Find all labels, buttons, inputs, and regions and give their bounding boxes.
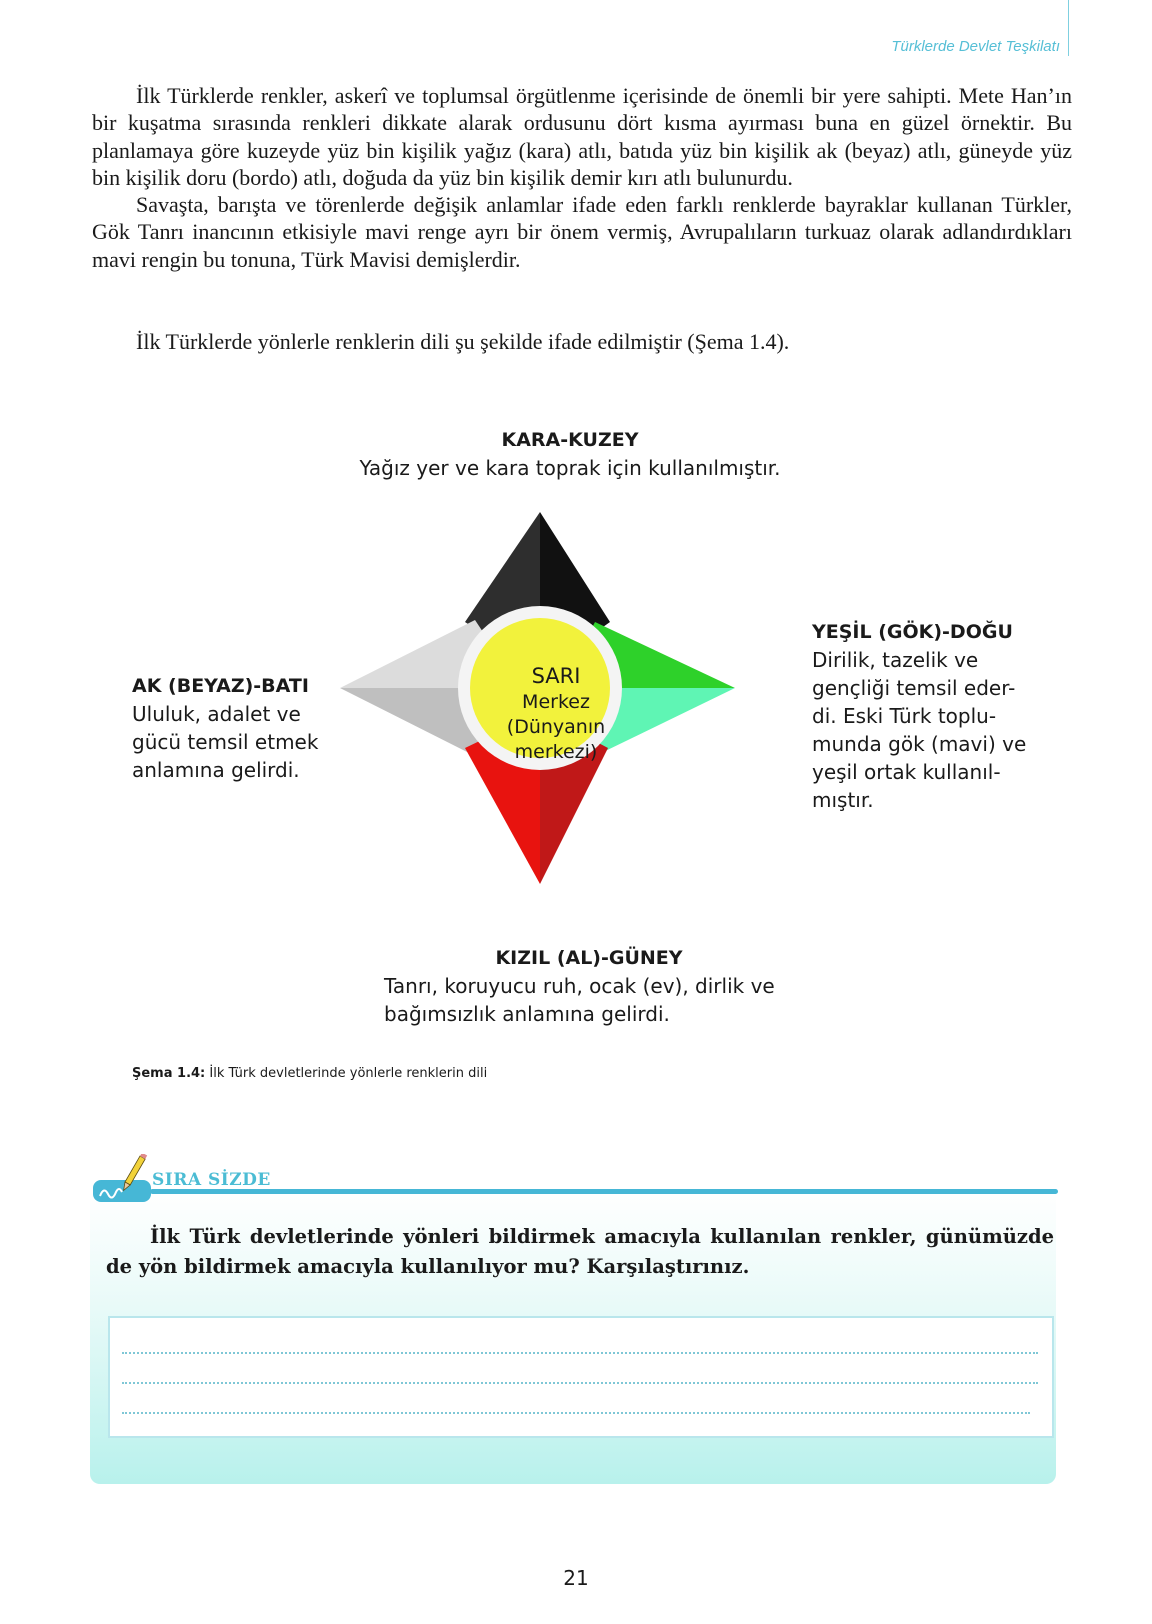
activity-title-rule	[150, 1189, 1058, 1194]
figure-caption	[132, 1066, 487, 1081]
center-line-3: merkezi)	[514, 741, 598, 763]
answer-line[interactable]	[122, 1382, 1038, 1384]
east-line-5: yeşil ortak kullanıl-	[812, 760, 1001, 784]
activity-title: SIRA SİZDE	[152, 1170, 271, 1190]
answer-line[interactable]	[122, 1412, 1030, 1414]
north-label	[330, 426, 810, 482]
west-label	[132, 672, 332, 784]
east-line-2: gençliği temsil eder-	[812, 676, 1016, 700]
east-line-4: munda gök (mavi) ve	[812, 732, 1027, 756]
north-title: KARA-KUZEY	[501, 429, 639, 451]
diagram-intro	[92, 328, 1072, 355]
east-label	[812, 618, 1042, 814]
west-line-1: Ululuk, adalet ve	[132, 702, 301, 726]
paragraph-1: İlk Türklerde renkler, askerî ve toplumsal örgütlenme içerisinde de önemli bir yere sahipti. Mete Han’ın bir kuşatma sırasında renkleri dikkate alarak ordusunu dört kısma ayırması buna en güzel örnektir. Bu planlamaya göre kuzeyde yüz bin kişilik yağız (kara) atlı, batıda yüz bin kişilik ak (beyaz) atlı, güneyde yüz bin kişilik doru (bordo) atlı, doğuda da yüz bin kişilik demir kırı atlı bulunurdu.	[92, 83, 1072, 190]
west-line-3: anlamına gelirdi.	[132, 758, 300, 782]
south-title: KIZIL (AL)-GÜNEY	[495, 947, 683, 969]
header-rule	[1068, 0, 1069, 56]
west-title: AK (BEYAZ)-BATI	[132, 675, 309, 697]
pencil-writing-icon	[92, 1154, 152, 1204]
center-label	[488, 662, 624, 765]
east-line-3: di. Eski Türk toplu-	[812, 704, 997, 728]
caption-label: Şema 1.4:	[132, 1066, 206, 1081]
center-line-2: (Dünyanın	[506, 716, 606, 738]
south-line-2: bağımsızlık anlamına gelirdi.	[384, 1002, 670, 1026]
east-line-6: mıştır.	[812, 788, 874, 812]
answer-line[interactable]	[122, 1352, 1038, 1354]
caption-text: İlk Türk devletlerinde yönlerle renklerin dili	[205, 1066, 488, 1081]
center-line-1: Merkez	[522, 691, 590, 713]
answer-box[interactable]	[108, 1316, 1054, 1438]
paragraph-2: Savaşta, barışta ve törenlerde değişik anlamlar ifade eden farklı renklerde bayraklar kullanan Türkler, Gök Tanrı inancının etkisiyle mavi renge ayrı bir önem vermiş, Avrupalıların turkuaz olarak adlandırdıkları mavi rengin bu tonuna, Türk Mavisi demişlerdir.	[92, 192, 1072, 272]
body-paragraphs	[92, 82, 1072, 273]
center-title: SARI	[531, 664, 581, 688]
north-text: Yağız yer ve kara toprak için kullanılmıştır.	[359, 456, 781, 480]
activity-question: İlk Türk devletlerinde yönleri bildirmek amacıyla kullanılan renkler, günümüzde de yön bildirmek amacıyla kullanılıyor mu? Karşılaştırınız.	[106, 1225, 1054, 1278]
east-title: YEŞİL (GÖK)-DOĞU	[812, 621, 1013, 643]
south-label	[384, 944, 784, 1028]
east-line-1: Dirilik, tazelik ve	[812, 648, 979, 672]
page-number: 21	[563, 1566, 589, 1590]
intro-paragraph: İlk Türklerde yönlerle renklerin dili şu şekilde ifade edilmiştir (Şema 1.4).	[136, 329, 790, 354]
west-line-2: gücü temsil etmek	[132, 730, 319, 754]
running-title: Türklerde Devlet Teşkilatı	[891, 38, 1060, 55]
south-line-1: Tanrı, koruyucu ruh, ocak (ev), dirlik ve	[384, 974, 775, 998]
